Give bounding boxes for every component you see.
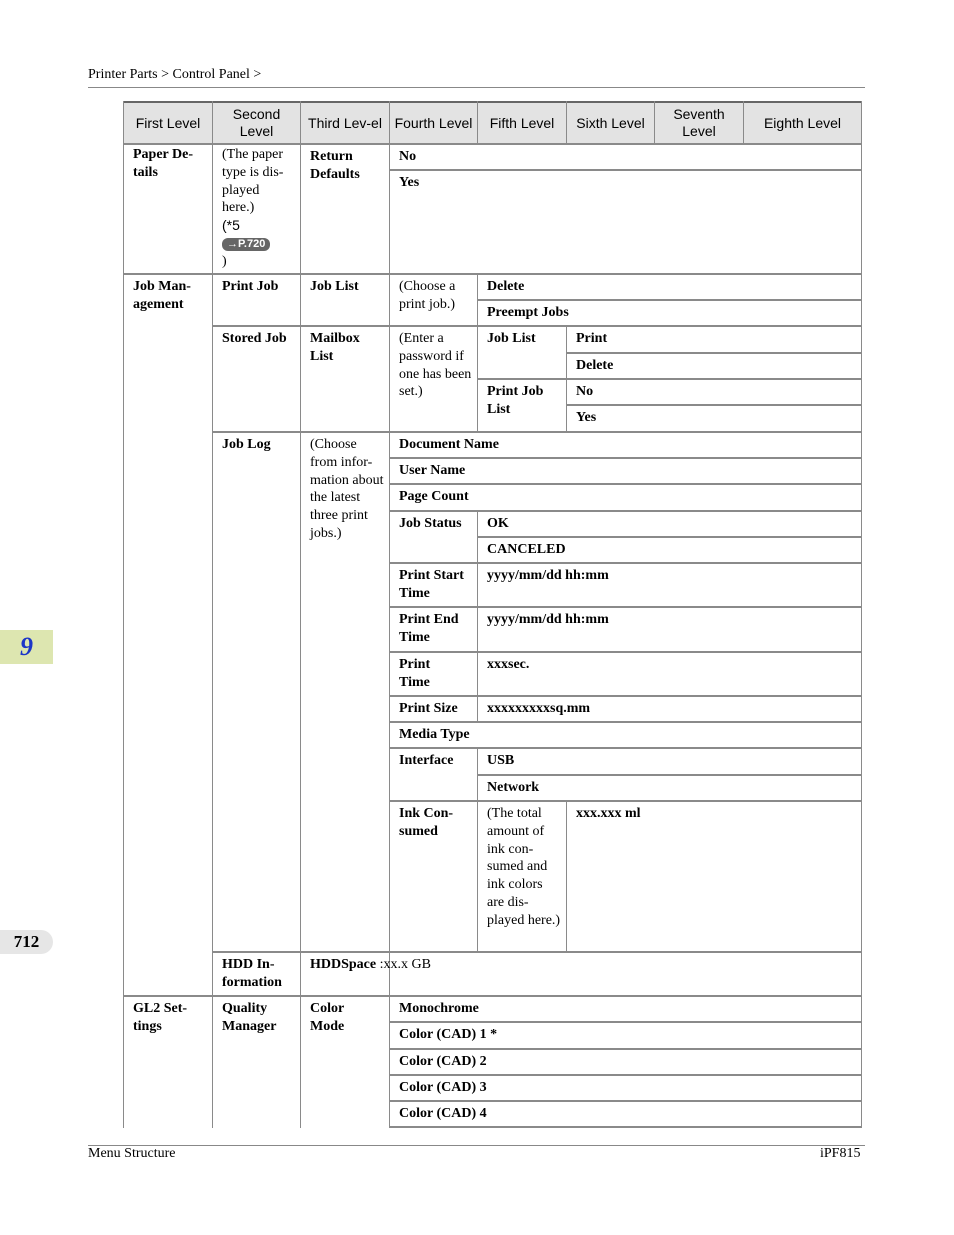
interface-item: Interface — [399, 753, 454, 768]
print-option: Print — [576, 331, 608, 346]
header-rule — [88, 87, 865, 88]
quality-manager-cell: Quality Manager — [222, 1001, 277, 1034]
return-defaults-cell: Return Defaults — [310, 149, 360, 182]
footer-section-title: Menu Structure — [88, 1146, 176, 1161]
paper-type-line: (The paper — [222, 147, 284, 162]
page-number-tab: 712 — [0, 930, 53, 954]
print-time-value: xxxsec. — [487, 657, 530, 672]
color-mode-cell: Color Mode — [310, 1001, 345, 1034]
print-job-list-no: No — [576, 384, 594, 399]
print-size-item: Print Size — [399, 701, 458, 716]
ink-consumed-item: Ink Con-sumed — [399, 806, 454, 839]
choose-print-job-note: (Choose a print job.) — [399, 279, 456, 312]
header-seventh-level: Seventh Level — [655, 103, 743, 143]
color-mode-option: Color (CAD) 1 * — [399, 1027, 498, 1042]
page-reference-link[interactable]: →P.720 — [222, 238, 270, 251]
header-sixth-level: Sixth Level — [567, 103, 654, 143]
status-ok: OK — [487, 516, 509, 531]
footnote-ref: (*5 — [222, 217, 240, 234]
print-size-value: xxxxxxxxxsq.mm — [487, 701, 591, 716]
paper-type-note — [222, 146, 298, 271]
page-count-item: Page Count — [399, 489, 469, 504]
interface-network: Network — [487, 780, 540, 795]
job-status-item: Job Status — [399, 516, 462, 531]
hdd-space-item — [310, 956, 431, 974]
job-list-cell: Job List — [310, 279, 359, 294]
media-type-item: Media Type — [399, 727, 470, 742]
delete-option: Delete — [487, 279, 525, 294]
print-start-time-value: yyyy/mm/dd hh:mm — [487, 568, 609, 583]
footer-model-name: iPF815 — [820, 1146, 861, 1161]
ink-consumed-value: xxx.xxx ml — [576, 806, 641, 821]
paper-type-line: type is dis- — [222, 164, 284, 180]
job-management-cell: Job Man-agement — [133, 279, 191, 312]
option-no: No — [399, 149, 417, 164]
paper-details-cell: Paper De-tails — [133, 147, 193, 180]
stored-job-list-cell: Job List — [487, 331, 536, 346]
document-name-item: Document Name — [399, 437, 499, 452]
status-canceled: CANCELED — [487, 542, 566, 557]
print-start-time-item: Print Start Time — [399, 568, 464, 601]
choose-info-note: (Choose from infor-mation about the latest three print jobs.) — [310, 437, 384, 541]
hdd-space-value: :xx.x GB — [376, 957, 431, 972]
header-eighth-level: Eighth Level — [744, 103, 861, 143]
print-job-cell: Print Job — [222, 279, 279, 294]
stored-delete-option: Delete — [576, 358, 614, 373]
color-mode-option: Monochrome — [399, 1001, 479, 1016]
ink-consumed-note: (The total amount of ink con-sumed and ink colors are dis-played here.) — [487, 806, 561, 928]
color-mode-option: Color (CAD) 2 — [399, 1054, 487, 1069]
paper-type-line: ) — [222, 253, 227, 269]
preempt-jobs-option: Preempt Jobs — [487, 305, 569, 320]
hdd-information-cell: HDD In-formation — [222, 957, 282, 990]
print-time-item: Print Time — [399, 657, 431, 690]
header-fourth-level: Fourth Level — [390, 103, 477, 143]
gl2-settings-cell: GL2 Set-tings — [133, 1001, 188, 1034]
breadcrumb: Printer Parts > Control Panel > — [88, 67, 262, 82]
option-yes: Yes — [399, 175, 420, 190]
color-mode-option: Color (CAD) 4 — [399, 1106, 487, 1121]
print-job-list-yes: Yes — [576, 410, 597, 425]
mailbox-list-cell: Mailbox List — [310, 331, 360, 364]
paper-type-line: played — [222, 182, 260, 198]
stored-job-cell: Stored Job — [222, 331, 287, 346]
job-log-cell: Job Log — [222, 437, 271, 452]
print-job-list-cell: Print Job List — [487, 384, 544, 417]
chapter-tab[interactable]: 9 — [0, 630, 53, 664]
enter-password-note: (Enter a password if one has been set.) — [399, 331, 472, 400]
interface-usb: USB — [487, 753, 515, 768]
hdd-space-label: HDDSpace — [310, 957, 377, 972]
footer-rule — [88, 1145, 865, 1146]
print-end-time-item: Print End Time — [399, 612, 459, 645]
header-first-level: First Level — [124, 103, 212, 143]
user-name-item: User Name — [399, 463, 466, 478]
header-second-level: Second Level — [213, 103, 300, 143]
header-fifth-level: Fifth Level — [478, 103, 566, 143]
color-mode-option: Color (CAD) 3 — [399, 1080, 487, 1095]
paper-type-line: here.) — [222, 200, 255, 216]
print-end-time-value: yyyy/mm/dd hh:mm — [487, 612, 609, 627]
header-third-level: Third Lev-el — [301, 103, 389, 143]
